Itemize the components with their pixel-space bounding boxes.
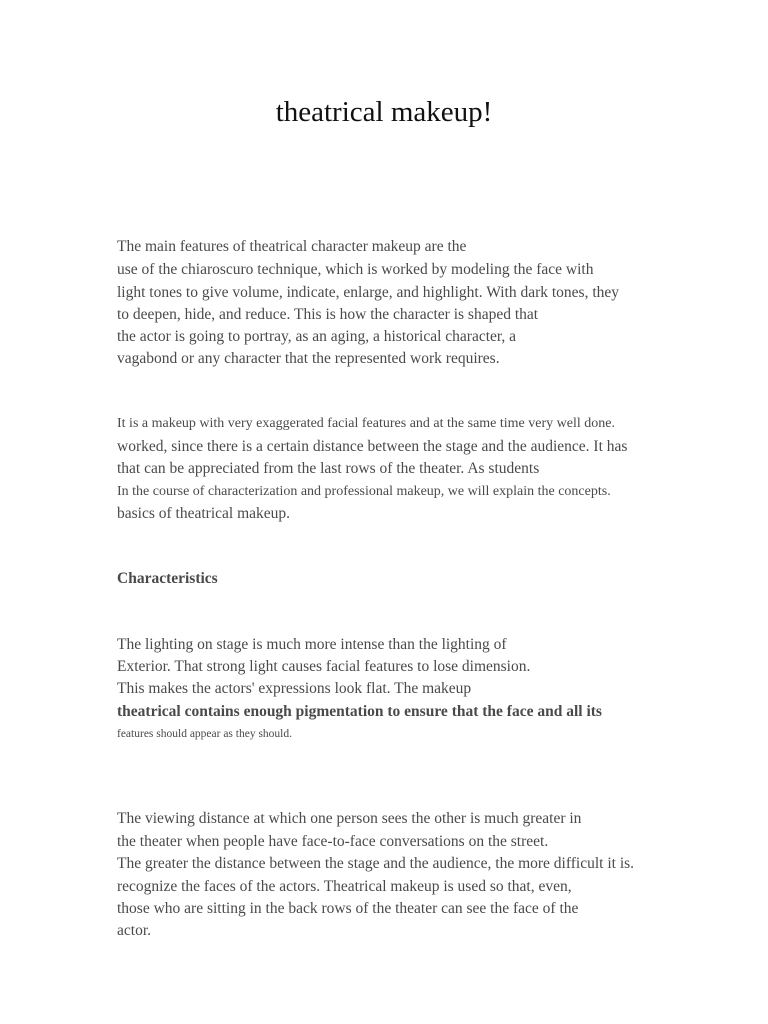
paragraph-2-line: basics of theatrical makeup. <box>117 505 291 522</box>
paragraph-3-line-bold: theatrical contains enough pigmentation to ensure that the face and all its <box>117 703 602 720</box>
section-heading: Characteristics <box>117 570 218 587</box>
paragraph-3-line: Exterior. That strong light causes facial features to lose dimension. <box>117 658 531 675</box>
paragraph-1-line: to deepen, hide, and reduce. This is how the character is shaped that <box>117 306 539 323</box>
paragraph-4-line: The greater the distance between the stage and the audience, the more difficult it is. <box>117 855 635 872</box>
paragraph-4-line: actor. <box>117 922 151 939</box>
paragraph-1-line: light tones to give volume, indicate, enlarge, and highlight. With dark tones, they <box>117 284 620 301</box>
paragraph-2-line: In the course of characterization and professional makeup, we will explain the concepts. <box>117 484 611 499</box>
paragraph-2-line: worked, since there is a certain distance between the stage and the audience. It has <box>117 438 628 455</box>
paragraph-1-line: vagabond or any character that the represented work requires. <box>117 350 500 367</box>
paragraph-1-line: use of the chiaroscuro technique, which is worked by modeling the face with <box>117 261 594 278</box>
paragraph-3-line: This makes the actors' expressions look flat. The makeup <box>117 680 472 697</box>
paragraph-4-line: The viewing distance at which one person sees the other is much greater in <box>117 810 582 827</box>
paragraph-4-line: the theater when people have face-to-face conversations on the street. <box>117 833 549 850</box>
paragraph-1-line: the actor is going to portray, as an aging, a historical character, a <box>117 328 517 345</box>
paragraph-1-line: The main features of theatrical character makeup are the <box>117 238 467 255</box>
page-title: theatrical makeup! <box>275 96 493 128</box>
paragraph-4-line: those who are sitting in the back rows of the theater can see the face of the <box>117 900 579 917</box>
paragraph-3-line-small: features should appear as they should. <box>117 728 293 740</box>
paragraph-3-line: The lighting on stage is much more intense than the lighting of <box>117 636 507 653</box>
paragraph-4-line: recognize the faces of the actors. Theatrical makeup is used so that, even, <box>117 878 572 895</box>
paragraph-2-line: It is a makeup with very exaggerated facial features and at the same time very well done. <box>117 416 615 431</box>
paragraph-2-line: that can be appreciated from the last rows of the theater. As students <box>117 460 540 477</box>
